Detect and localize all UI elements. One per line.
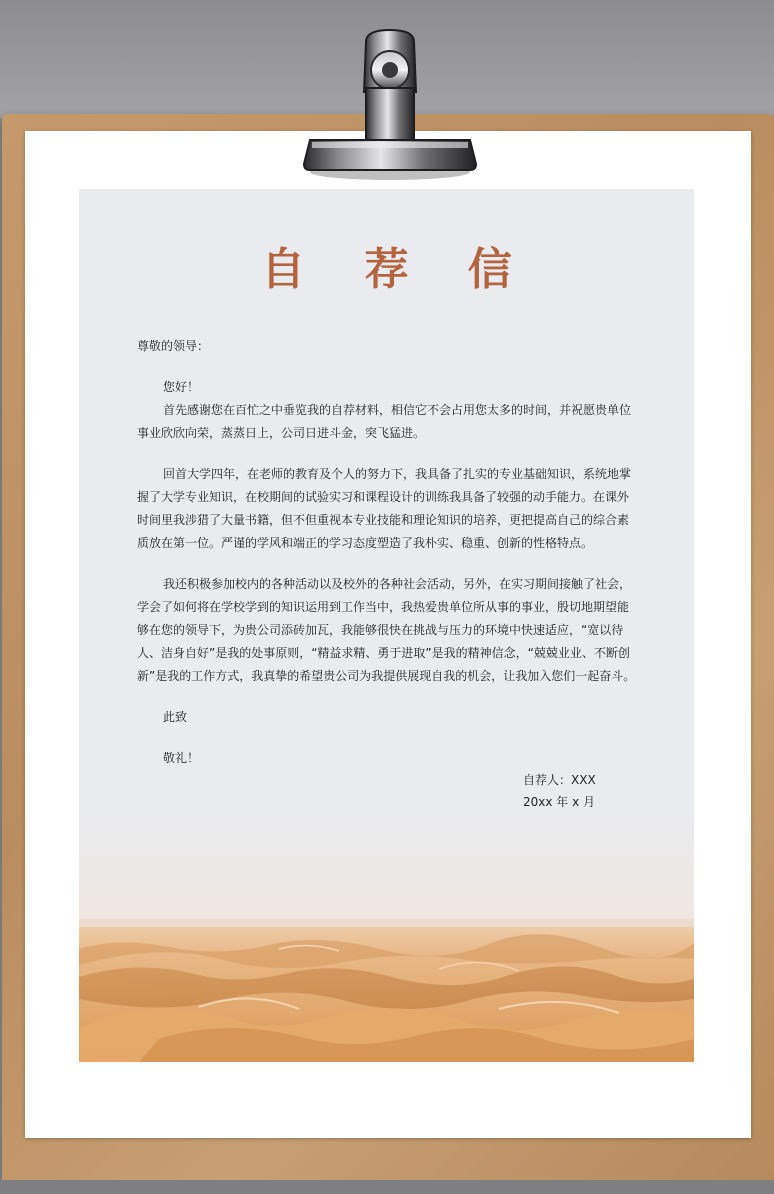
salutation: 尊敬的领导：: [137, 339, 210, 353]
binder-clip-icon: [300, 22, 480, 182]
closing-line-2: 敬礼！: [163, 751, 200, 765]
letter-date: 20xx 年 x 月: [523, 795, 596, 809]
greeting: 您好！: [163, 380, 200, 394]
signature-block: [523, 769, 596, 813]
signer-name: 自荐人：XXX: [523, 773, 596, 787]
cover-letter: [79, 189, 694, 1062]
closing-line-1: 此致: [163, 710, 188, 724]
paragraph-activities: 我还积极参加校内的各种活动以及校外的各种社会活动，另外，在实习期间接触了社会，学会了如何将在学校学到的知识运用到工作当中，我热爱贵单位所从事的事业，殷切地期望能够在您的领导下，为贵公司添砖加瓦，我能够很快在挑战与压力的环境中快速适应，“宽以待人、洁身自好”是我的处事原则，“精益求精、勇于进取”是我的精神信念，“兢兢业业、不断创新”是我的工作方式，我真挚的希望贵公司为我提供展现自我的机会，让我加入您们一起奋斗。: [137, 577, 636, 683]
letter-title: 自 荐 信: [261, 244, 534, 295]
letter-body: [137, 335, 637, 770]
paragraph-intro: 首先感谢您在百忙之中垂览我的自荐材料，相信它不会占用您太多的时间，并祝愿贵单位事业欣欣向荣，蒸蒸日上，公司日进斗金，突飞猛进。: [137, 403, 632, 440]
desert-dunes-image: [79, 889, 694, 1062]
paragraph-education: 回首大学四年，在老师的教育及个人的努力下，我具备了扎实的专业基础知识，系统地掌握了大学专业知识，在校期间的试验实习和课程设计的训练我具备了较强的动手能力。在课外时间里我涉猎了大量书籍，但不但重视本专业技能和理论知识的培养，更把提高自己的综合素质放在第一位。严谨的学风和端正的学习态度塑造了我朴实、稳重、创新的性格特点。: [137, 467, 632, 550]
background-floor: [0, 1180, 774, 1194]
